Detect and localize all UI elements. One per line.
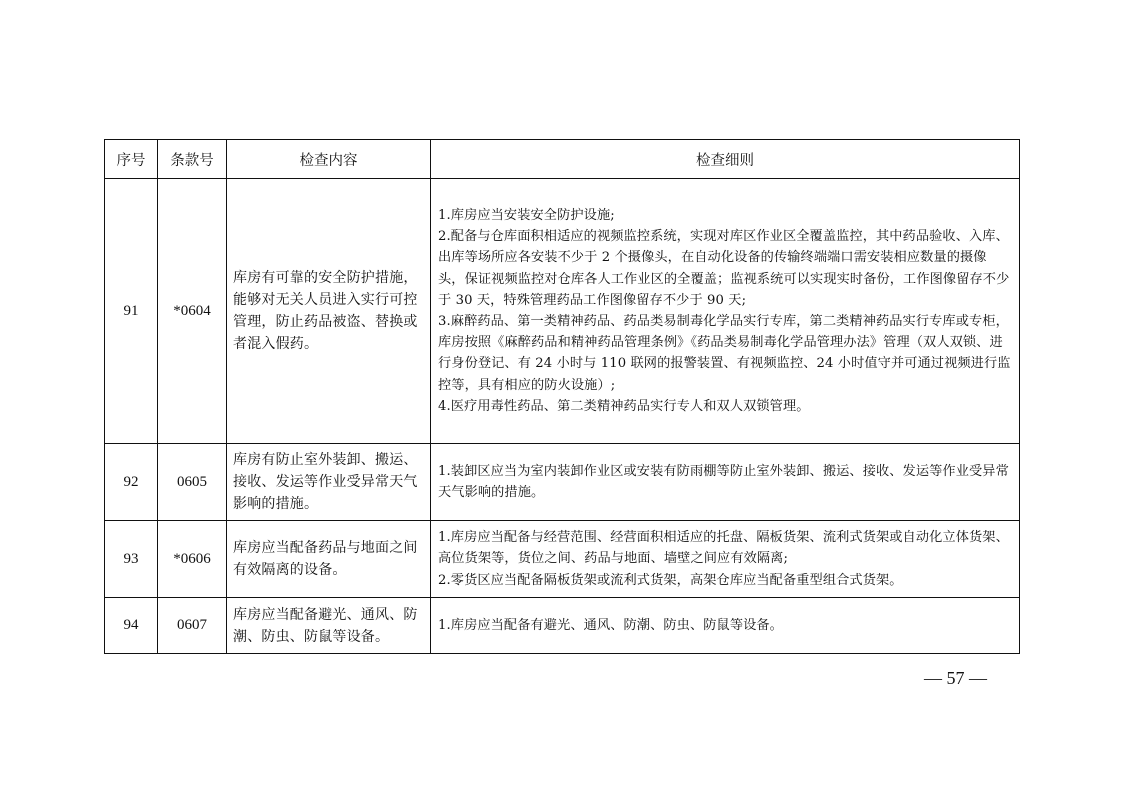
detail-item: 1.装卸区应当为室内装卸作业区或安装有防雨棚等防止室外装卸、搬运、接收、发运等作业受异常天气影响的措施。: [438, 463, 1009, 500]
inspection-table: [104, 139, 1020, 654]
detail-item: 1.库房应当配备有避光、通风、防潮、防虫、防鼠等设备。: [438, 617, 783, 633]
table-row: [105, 179, 1020, 444]
table-row: [105, 598, 1020, 654]
header-clause: 条款号: [158, 140, 227, 179]
row-content: 库房应当配备避光、通风、防潮、防虫、防鼠等设备。: [227, 598, 431, 654]
row-seq: 93: [105, 521, 158, 598]
detail-item: 2.零货区应当配备隔板货架或流利式货架，高架仓库应当配备重型组合式货架。: [438, 572, 903, 588]
header-content: 检查内容: [227, 140, 431, 179]
row-content: 库房有防止室外装卸、搬运、接收、发运等作业受异常天气影响的措施。: [227, 444, 431, 521]
table-row: [105, 444, 1020, 521]
row-seq: 94: [105, 598, 158, 654]
row-details: [431, 444, 1020, 521]
detail-item: 1.库房应当配备与经营范围、经营面积相适应的托盘、隔板货架、流利式货架或自动化立体货架、高位货架等，货位之间、药品与地面、墙壁之间应有效隔离;: [438, 530, 1009, 567]
page-number: — 57 —: [924, 668, 987, 688]
row-clause: *0604: [158, 179, 227, 444]
detail-item: 1.库房应当安装安全防护设施;: [438, 207, 615, 223]
header-details: 检查细则: [431, 140, 1020, 179]
table-header-row: [105, 140, 1020, 179]
row-content: 库房有可靠的安全防护措施，能够对无关人员进入实行可控管理，防止药品被盗、替换或者混入假药。: [227, 179, 431, 444]
row-clause: 0605: [158, 444, 227, 521]
row-clause: 0607: [158, 598, 227, 654]
row-details: [431, 598, 1020, 654]
detail-item: 4.医疗用毒性药品、第二类精神药品实行专人和双人双锁管理。: [438, 398, 810, 414]
inspection-table-container: [104, 139, 1019, 654]
detail-item: 3.麻醉药品、第一类精神药品、药品类易制毒化学品实行专库，第二类精神药品实行专库或专柜，库房按照《麻醉药品和精神药品管理条例》《药品类易制毒化学品管理办法》管理（双人双锁、进行身份登记、有 24 小时与 110 联网的报警装置、有视频监控、24 小时值守并可通过视频进行监控等，具有相应的防火设施）;: [438, 314, 1011, 393]
row-seq: 92: [105, 444, 158, 521]
detail-item: 2.配备与仓库面积相适应的视频监控系统，实现对库区作业区全覆盖监控，其中药品验收、入库、出库等场所应各安装不少于 2 个摄像头，在自动化设备的传输终端端口需安装相应数量的摄像头，保证视频监控对仓库各人工作业区的全覆盖；监视系统可以实现实时备份，工作图像留存不少于 30 天，特殊管理药品工作图像留存不少于 90 天;: [438, 229, 1010, 308]
row-content: 库房应当配备药品与地面之间有效隔离的设备。: [227, 521, 431, 598]
row-seq: 91: [105, 179, 158, 444]
header-seq: 序号: [105, 140, 158, 179]
row-clause: *0606: [158, 521, 227, 598]
row-details: [431, 179, 1020, 444]
row-details: [431, 521, 1020, 598]
table-row: [105, 521, 1020, 598]
